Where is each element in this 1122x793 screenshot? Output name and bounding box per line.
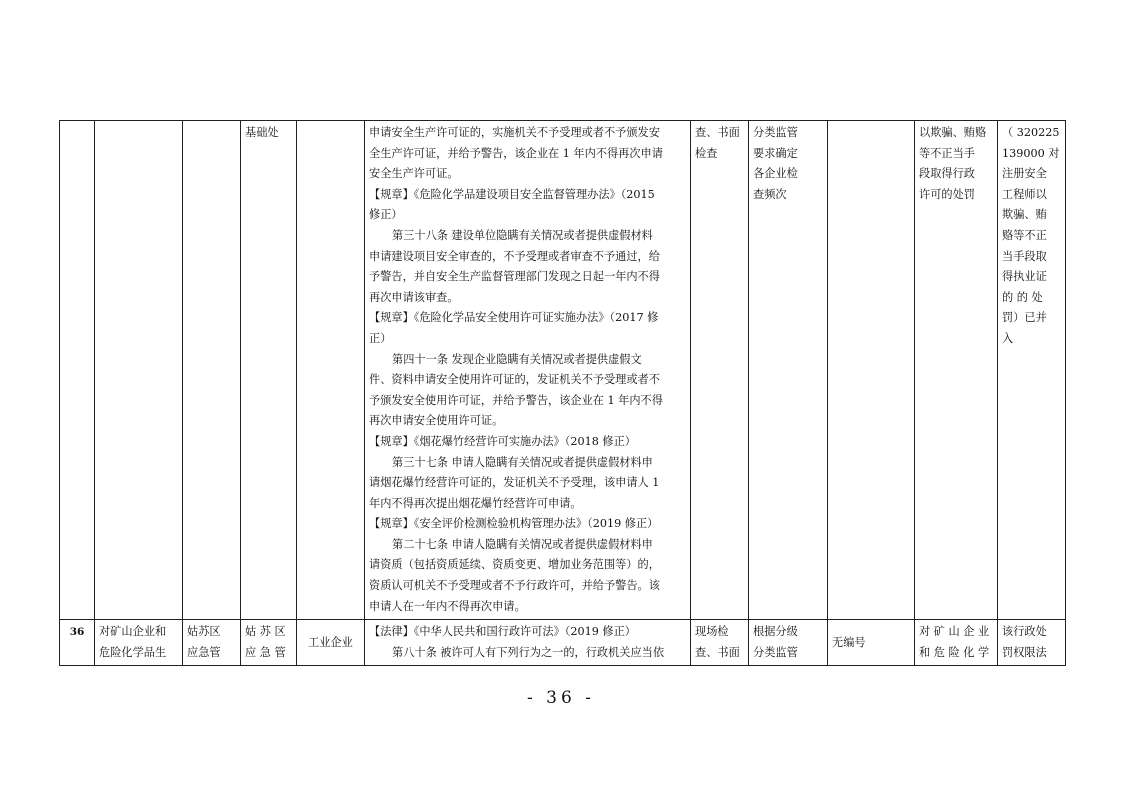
text-line: 139000 对 [1002,146,1060,160]
text-line: 赂等不正 [1002,228,1047,242]
text-line: 应急管 [187,645,221,659]
text-line: 以欺骗、贿赂 [919,126,987,139]
penalty-table [59,120,1066,666]
text-line: 各企业检 [753,167,798,181]
text-line: 再次申请该审查。 [369,290,459,304]
text-line: 【规章】《危险化学品安全使用许可证实施办法》（2017 修 [369,311,659,325]
cell-remark [998,121,1066,620]
text-line: 和 危 险 化 学 [919,645,990,659]
text-line: 第三十八条 建设单位隐瞒有关情况或者提供虚假材料 [392,228,653,242]
text-line: 第四十一条 发现企业隐瞒有关情况或者提供虚假文 [392,352,642,366]
text-line: 第二十七条 申请人隐瞒有关情况或者提供虚假材料申 [392,537,653,551]
text-line: 要求确定 [753,146,798,160]
text-line: 查频次 [753,187,787,201]
text-line: 查、书面 [695,645,740,659]
text-line: 许可的处罚 [919,187,975,201]
cell-number [60,121,95,620]
cell-inspection-method [691,121,749,620]
text-line: 查、书面 [695,126,740,139]
cell-code [828,121,915,620]
text-line: 【规章】《烟花爆竹经营许可实施办法》（2018 修正） [369,434,636,448]
cell-number: 36 [60,620,95,666]
cell-code [828,620,915,666]
text-line: 申请安全生产许可证的，实施机关不予受理或者不予颁发安 [369,126,660,139]
cell-item-name [95,121,183,620]
text-line: 再次申请安全使用许可证。 [369,414,504,428]
text-line: 工程师以 [1002,187,1047,201]
text-line: 危险化学品生 [99,645,167,659]
text-line: 申请建设项目安全审查的，不予受理或者审查不予通过，给 [369,249,660,263]
text-line: 该行政处 [1002,625,1047,639]
text-line: 予警告，并自安全生产监督管理部门发现之日起一年内不得 [369,270,660,284]
cell-object [297,121,365,620]
text-line: 第三十七条 申请人隐瞒有关情况或者提供虚假材料申 [392,455,653,469]
text-line: 当手段取 [1002,249,1047,263]
text-line: 资质认可机关不予受理或者不予行政许可，并给予警告。该 [369,579,660,593]
text-line: 欺骗、贿 [1002,208,1047,222]
text-line: 罚）已并 [1002,311,1047,325]
cell-legal-basis [365,620,691,666]
text-line: 全生产许可证，并给予警告，该企业在 1 年内不得再次申请 [369,146,663,160]
text-line: 根据分级 [753,625,798,639]
page-number: - 36 - [527,688,595,708]
cell-object [297,620,365,666]
text-line: 请资质（包括资质延续、资质变更、增加业务范围等）的， [369,558,660,572]
table-row [60,620,1066,666]
text-line: 【规章】《危险化学品建设项目安全监督管理办法》（2015 [369,187,655,201]
text-line: 年内不得再次提出烟花爆竹经营许可申请。 [369,496,582,510]
cell-legal-basis [365,121,691,620]
text-line: 的 的 处 [1002,290,1043,304]
text-line: 申请人在一年内不得再次申请。 [369,599,526,613]
text-line: 无编号 [832,635,866,649]
text-line: 注册安全 [1002,167,1047,181]
cell-penalty [915,620,998,666]
text-line: 基础处 [245,126,279,139]
cell-item-name [95,620,183,666]
cell-responsible-unit [241,620,297,666]
cell-inspection-frequency [749,121,828,620]
cell-inspection-frequency [749,620,828,666]
text-line: 段取得行政 [919,167,975,181]
text-line: 分类监管 [753,645,798,659]
text-line: 姑 苏 区 [245,625,286,639]
text-line: 应 急 管 [245,645,286,659]
text-line: 对 矿 山 企 业 [919,625,990,639]
text-line: 安全生产许可证。 [369,167,459,181]
text-line: 检查 [695,146,718,160]
text-line: 姑苏区 [187,625,221,639]
text-line: 予颁发安全使用许可证，并给予警告，该企业在 1 年内不得 [369,393,663,407]
text-line: 入 [1002,331,1014,345]
cell-department [183,620,241,666]
text-line: （ 320225 [1002,126,1060,139]
text-line: 罚权限法 [1002,645,1047,659]
text-line: 【规章】《安全评价检测检验机构管理办法》（2019 修正） [369,517,659,531]
text-line: 请烟花爆竹经营许可证的，发证机关不予受理，该申请人 1 [369,476,660,490]
cell-penalty [915,121,998,620]
table-row [60,121,1066,620]
text-line: 件、资料申请安全使用许可证的，发证机关不予受理或者不 [369,373,660,387]
text-line: 正） [369,331,392,345]
text-line: 对矿山企业和 [99,625,167,639]
text-line: 工业企业 [308,635,353,649]
text-line: 得执业证 [1002,270,1047,284]
cell-responsible-unit [241,121,297,620]
text-line: 分类监管 [753,126,798,139]
text-line: 第八十条 被许可人有下列行为之一的，行政机关应当依 [392,645,665,659]
cell-inspection-method [691,620,749,666]
cell-remark [998,620,1066,666]
text-line: 修正） [369,208,403,222]
text-line: 现场检 [695,625,729,639]
text-line: 【法律】《中华人民共和国行政许可法》（2019 修正） [369,625,636,639]
cell-department [183,121,241,620]
text-line: 等不正当手 [919,146,975,160]
